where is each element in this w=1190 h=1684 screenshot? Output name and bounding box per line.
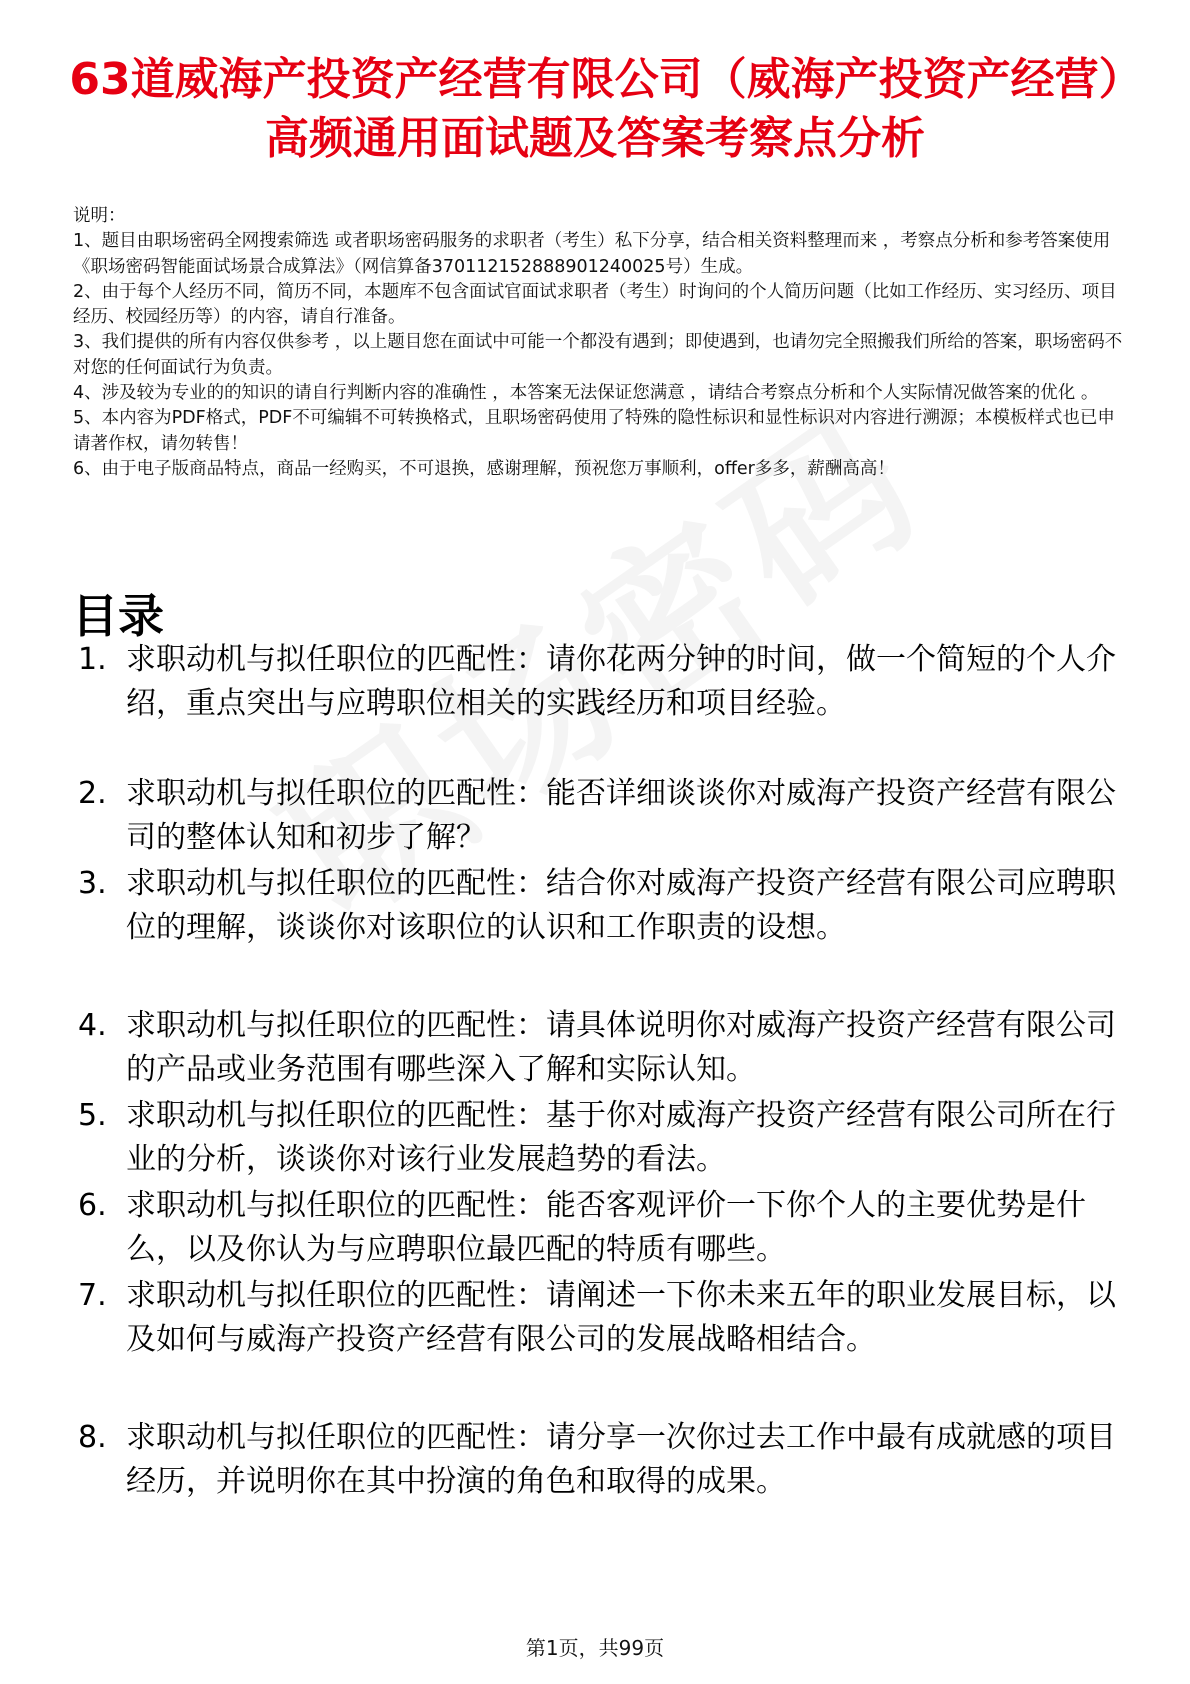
toc-item-3[interactable] [78, 862, 1118, 950]
toc-item-2[interactable] [78, 772, 1118, 860]
toc-item-text: 求职动机与拟任职位的匹配性：请阐述一下你未来五年的职业发展目标，以及如何与威海产投资产经营有限公司的发展战略相结合。 [126, 1278, 1116, 1357]
toc-item-number: 5. [78, 1098, 107, 1133]
toc-item-text: 求职动机与拟任职位的匹配性：请具体说明你对威海产投资产经营有限公司的产品或业务范围有哪些深入了解和实际认知。 [126, 1008, 1116, 1087]
toc-item-text: 求职动机与拟任职位的匹配性：基于你对威海产投资产经营有限公司所在行业的分析，谈谈你对该行业发展趋势的看法。 [126, 1098, 1116, 1177]
note-item: 4、涉及较为专业的的知识的请自行判断内容的准确性 ，本答案无法保证您满意 ，请结合考察点分析和个人实际情况做答案的优化 。 [73, 383, 1099, 404]
note-item: 3、我们提供的所有内容仅供参考 ，以上题目您在面试中可能一个都没有遇到；即使遇到，也请勿完全照搬我们所给的答案，职场密码不对您的任何面试行为负责。 [73, 332, 1123, 378]
toc-item-text: 求职动机与拟任职位的匹配性：能否详细谈谈你对威海产投资产经营有限公司的整体认知和初步了解？ [126, 776, 1116, 855]
toc-heading: 目录 [72, 589, 164, 643]
toc-item-6[interactable] [78, 1184, 1118, 1272]
toc-item-1[interactable] [78, 638, 1118, 726]
toc-item-number: 4. [78, 1008, 107, 1043]
toc-item-text: 求职动机与拟任职位的匹配性：结合你对威海产投资产经营有限公司应聘职位的理解，谈谈你对该职位的认识和工作职责的设想。 [126, 866, 1116, 945]
toc-item-text: 求职动机与拟任职位的匹配性：请你花两分钟的时间，做一个简短的个人介绍，重点突出与应聘职位相关的实践经历和项目经验。 [126, 642, 1116, 721]
page-footer: 第1页，共99页 [525, 1636, 665, 1660]
toc-item-number: 1. [78, 642, 107, 677]
toc-item-5[interactable] [78, 1094, 1118, 1182]
toc-item-number: 8. [78, 1420, 107, 1455]
toc-item-8[interactable] [78, 1416, 1118, 1504]
toc-item-number: 3. [78, 866, 107, 901]
toc-item-4[interactable] [78, 1004, 1118, 1092]
toc-item-number: 2. [78, 776, 107, 811]
notes-heading: 说明： [73, 206, 126, 226]
note-item: 1、题目由职场密码全网搜索筛选 或者职场密码服务的求职者（考生）私下分享，结合相关资料整理而来 ，考察点分析和参考答案使用《职场密码智能面试场景合成算法》（网信算备370112152888901240025号）生成。 [73, 231, 1111, 277]
page-title: 63道威海产投资产经营有限公司（威海产投资产经营）高频通用面试题及答案考察点分析 [69, 54, 1121, 164]
note-item: 5、本内容为PDF格式，PDF不可编辑不可转换格式，且职场密码使用了特殊的隐性标识和显性标识对内容进行溯源；本模板样式也已申请著作权，请勿转售！ [73, 408, 1115, 454]
toc-item-7[interactable] [78, 1274, 1118, 1362]
toc-item-text: 求职动机与拟任职位的匹配性：请分享一次你过去工作中最有成就感的项目经历，并说明你在其中扮演的角色和取得的成果。 [126, 1420, 1116, 1499]
notes-section [73, 204, 1123, 482]
toc-item-text: 求职动机与拟任职位的匹配性：能否客观评价一下你个人的主要优势是什么，以及你认为与应聘职位最匹配的特质有哪些。 [126, 1188, 1086, 1267]
note-item: 2、由于每个人经历不同，简历不同，本题库不包含面试官面试求职者（考生）时询问的个人简历问题（比如工作经历、实习经历、项目经历、校园经历等）的内容，请自行准备。 [73, 281, 1117, 328]
note-item: 6、由于电子版商品特点，商品一经购买，不可退换，感谢理解，预祝您万事顺利，offer多多，薪酬高高！ [73, 458, 895, 479]
toc-item-number: 6. [78, 1188, 107, 1223]
toc-item-number: 7. [78, 1278, 107, 1313]
